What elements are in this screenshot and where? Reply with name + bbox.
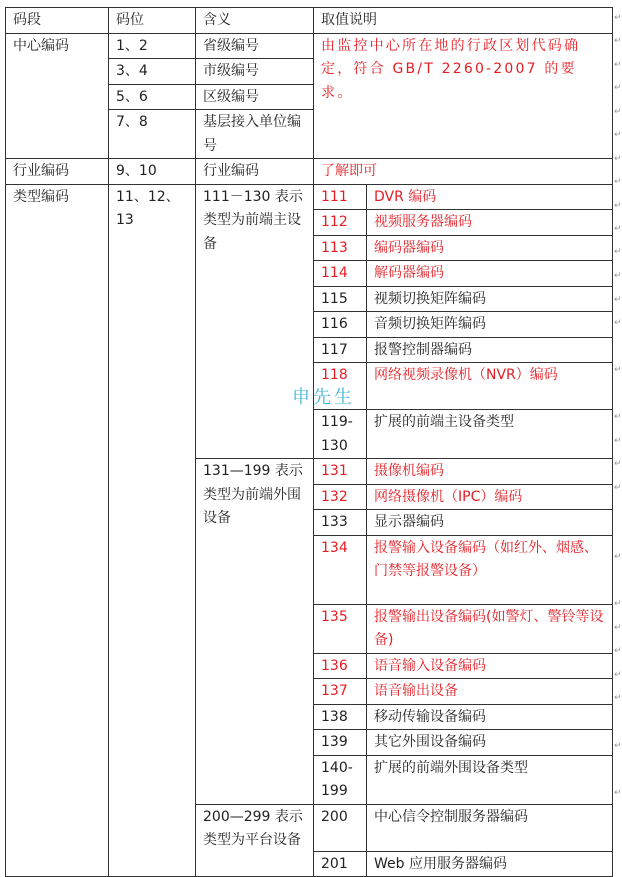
- paragraph-mark: ↵: [614, 788, 622, 798]
- type-desc-cell: [367, 653, 613, 679]
- type-desc-cell: [367, 235, 613, 261]
- type-desc-cell: [367, 210, 613, 236]
- type-desc-cell-text: 中心信令控制服务器编码: [374, 808, 528, 825]
- segment-cell-text: 行业编码: [13, 163, 69, 179]
- type-code-cell: [314, 510, 367, 536]
- paragraph-mark: ↵: [614, 483, 622, 493]
- type-desc-cell: [367, 261, 613, 287]
- type-desc-cell-text: DVR 编码: [374, 188, 437, 205]
- type-desc-cell-text: 编码器编码: [374, 239, 444, 256]
- type-desc-cell-text: 其它外围设备编码: [374, 734, 486, 750]
- meaning-cell-text: 省级编号: [203, 37, 259, 54]
- type-code-cell-text: 137: [321, 683, 348, 699]
- type-code-cell-text: 135: [321, 608, 348, 625]
- type-code-cell: [314, 679, 367, 705]
- paragraph-mark: ↵: [614, 459, 622, 469]
- paragraph-mark: ↵: [614, 741, 622, 751]
- paragraph-mark: ↵: [614, 247, 622, 257]
- type-code-cell: [314, 312, 367, 338]
- meaning-cell: [196, 110, 314, 159]
- paragraph-mark: ↵: [614, 436, 622, 446]
- type-code-cell: [314, 804, 367, 851]
- segment-cell-text: 中心编码: [13, 37, 69, 54]
- paragraph-mark: ↵: [614, 693, 622, 703]
- paragraph-mark: ↵: [614, 13, 622, 23]
- type-desc-cell-text: 解码器编码: [374, 265, 444, 281]
- type-desc-cell-text: 移动传输设备编码: [374, 708, 486, 725]
- segment-cell: [6, 33, 109, 159]
- code-structure-table: [5, 7, 613, 877]
- paragraph-mark: ↵: [614, 412, 622, 422]
- meaning-cell-text: 111－130 表示类型为前端主设备: [203, 188, 303, 252]
- type-code-cell-text: 112: [321, 214, 348, 230]
- type-code-cell-text: 133: [321, 514, 348, 530]
- type-desc-cell-text: 网络摄像机（IPC）编码: [374, 488, 523, 505]
- paragraph-mark: ↵: [614, 60, 622, 70]
- meaning-cell: [196, 84, 314, 110]
- type-code-cell-text: 136: [321, 657, 348, 674]
- type-desc-cell: [367, 730, 613, 756]
- type-desc-cell-text: 显示器编码: [374, 514, 444, 530]
- type-desc-cell: [367, 484, 613, 510]
- paragraph-mark: ↵: [614, 130, 622, 140]
- meaning-cell: [196, 159, 314, 185]
- type-code-cell: [314, 484, 367, 510]
- column-header-text: 含义: [203, 12, 231, 28]
- type-code-cell: [314, 184, 367, 210]
- meaning-cell-text: 基层接入单位编号: [203, 114, 301, 154]
- type-desc-cell-text: 语音输入设备编码: [374, 657, 486, 674]
- type-desc-cell-text: 报警输出设备编码(如警灯、警铃等设备): [374, 608, 604, 648]
- type-desc-cell-text: 扩展的前端外围设备类型: [374, 759, 528, 776]
- segment-cell: [6, 184, 109, 877]
- type-desc-cell: [367, 337, 613, 363]
- table-row: [6, 33, 613, 59]
- type-code-cell: [314, 851, 367, 877]
- type-desc-cell: [367, 851, 613, 877]
- type-code-cell: [314, 755, 367, 804]
- type-code-cell-text: 132: [321, 488, 348, 505]
- paragraph-mark: ↵: [614, 318, 622, 328]
- paragraph-mark: ↵: [614, 177, 622, 187]
- type-code-cell-text: 139: [321, 734, 348, 750]
- type-code-cell-text: 134: [321, 539, 348, 556]
- position-cell: [109, 59, 196, 85]
- type-desc-cell-text: 摄像机编码: [374, 463, 444, 479]
- position-cell-text: 7、8: [116, 114, 148, 130]
- type-code-cell-text: 131: [321, 463, 348, 479]
- paragraph-mark: ↵: [614, 224, 622, 234]
- column-header-text: 码位: [116, 12, 144, 28]
- type-desc-cell: [367, 679, 613, 705]
- type-code-cell-text: 114: [321, 265, 348, 281]
- column-header-text: 码段: [13, 12, 41, 28]
- meaning-cell-text: 市级编号: [203, 63, 259, 79]
- type-code-cell-text: 118: [321, 367, 348, 383]
- type-code-cell: [314, 730, 367, 756]
- type-code-cell-text: 116: [321, 316, 348, 332]
- meaning-cell-text: 200—299 表示类型为平台设备: [203, 808, 303, 848]
- meaning-cell: [196, 184, 314, 459]
- type-code-cell-text: 138: [321, 708, 348, 725]
- type-desc-cell: [367, 604, 613, 653]
- value-note-cell-text: 了解即可: [321, 163, 377, 179]
- value-note-cell-text: 由监控中心所在地的行政区划代码确定，符合 GB/T 2260-2007 的要求。: [321, 37, 581, 101]
- column-header-text: 取值说明: [321, 12, 377, 28]
- type-code-cell: [314, 653, 367, 679]
- type-code-cell-text: 140-199: [321, 759, 353, 799]
- type-desc-cell: [367, 804, 613, 851]
- type-desc-cell: [367, 459, 613, 485]
- type-code-cell-text: 200: [321, 808, 348, 825]
- meaning-cell: [196, 804, 314, 877]
- type-desc-cell: [367, 510, 613, 536]
- type-desc-cell: [367, 184, 613, 210]
- type-desc-cell: [367, 755, 613, 804]
- meaning-cell-text: 131—199 表示类型为前端外围设备: [203, 463, 303, 526]
- type-desc-cell: [367, 535, 613, 604]
- column-header: [314, 8, 613, 34]
- type-desc-cell-text: 视频服务器编码: [374, 214, 472, 230]
- position-cell: [109, 110, 196, 159]
- meaning-cell: [196, 59, 314, 85]
- column-header: [196, 8, 314, 34]
- type-desc-cell-text: 音频切换矩阵编码: [374, 316, 486, 332]
- paragraph-mark: ↵: [614, 107, 622, 117]
- type-desc-cell: [367, 410, 613, 459]
- paragraph-mark: ↵: [614, 295, 622, 305]
- type-code-cell: [314, 535, 367, 604]
- position-cell: [109, 33, 196, 59]
- meaning-cell: [196, 33, 314, 59]
- position-cell: [109, 184, 196, 877]
- position-cell-text: 11、12、13: [116, 188, 180, 228]
- meaning-cell-text: 区级编号: [203, 88, 259, 105]
- watermark: 申先生: [292, 387, 355, 408]
- position-cell: [109, 84, 196, 110]
- type-desc-cell: [367, 704, 613, 730]
- table-row: [6, 8, 613, 34]
- type-desc-cell: [367, 286, 613, 312]
- type-code-cell: [314, 604, 367, 653]
- meaning-cell-text: 行业编码: [203, 163, 259, 179]
- paragraph-mark: ↵: [614, 83, 622, 93]
- paragraph-mark: ↵: [614, 599, 622, 609]
- paragraph-mark: ↵: [614, 365, 622, 375]
- type-desc-cell-text: 报警控制器编码: [374, 341, 472, 358]
- paragraph-mark: ↵: [614, 271, 622, 281]
- type-desc-cell-text: Web 应用服务器编码: [374, 855, 507, 872]
- table-row: [6, 184, 613, 210]
- table-row: [6, 159, 613, 185]
- paragraph-mark: ↵: [614, 670, 622, 680]
- type-desc-cell-text: 网络视频录像机（NVR）编码: [374, 367, 558, 383]
- segment-cell-text: 类型编码: [13, 188, 69, 205]
- paragraph-mark: ↵: [614, 646, 622, 656]
- type-desc-cell-text: 扩展的前端主设备类型: [374, 414, 514, 430]
- type-code-cell: [314, 410, 367, 459]
- column-header: [6, 8, 109, 34]
- type-code-cell: [314, 286, 367, 312]
- paragraph-mark: ↵: [614, 201, 622, 211]
- type-code-cell: [314, 210, 367, 236]
- type-desc-cell-text: 视频切换矩阵编码: [374, 290, 486, 307]
- type-code-cell: [314, 261, 367, 287]
- position-cell-text: 3、4: [116, 63, 148, 79]
- position-cell-text: 1、2: [116, 37, 148, 54]
- paragraph-mark: ↵: [614, 36, 622, 46]
- type-code-cell: [314, 337, 367, 363]
- segment-cell: [6, 159, 109, 185]
- type-desc-cell: [367, 312, 613, 338]
- paragraph-mark: ↵: [614, 623, 622, 633]
- type-code-cell: [314, 459, 367, 485]
- paragraph-mark: ↵: [614, 154, 622, 164]
- value-note-cell: [314, 159, 613, 185]
- position-cell-text: 5、6: [116, 88, 148, 105]
- value-note-cell: [314, 33, 613, 159]
- type-code-cell: [314, 704, 367, 730]
- paragraph-mark: ↵: [614, 552, 622, 562]
- type-code-cell-text: 115: [321, 290, 348, 307]
- type-desc-cell-text: 语音输出设备: [374, 683, 458, 699]
- meaning-cell: [196, 459, 314, 805]
- type-code-cell-text: 117: [321, 341, 348, 358]
- column-header: [109, 8, 196, 34]
- type-desc-cell: [367, 363, 613, 410]
- position-cell-text: 9、10: [116, 163, 157, 179]
- type-code-cell-text: 111: [321, 188, 348, 205]
- type-desc-cell-text: 报警输入设备编码（如红外、烟感、门禁等报警设备）: [374, 539, 598, 579]
- type-code-cell-text: 113: [321, 239, 348, 256]
- type-code-cell: [314, 235, 367, 261]
- type-code-cell-text: 201: [321, 855, 348, 872]
- position-cell: [109, 159, 196, 185]
- type-code-cell-text: 119-130: [321, 414, 353, 454]
